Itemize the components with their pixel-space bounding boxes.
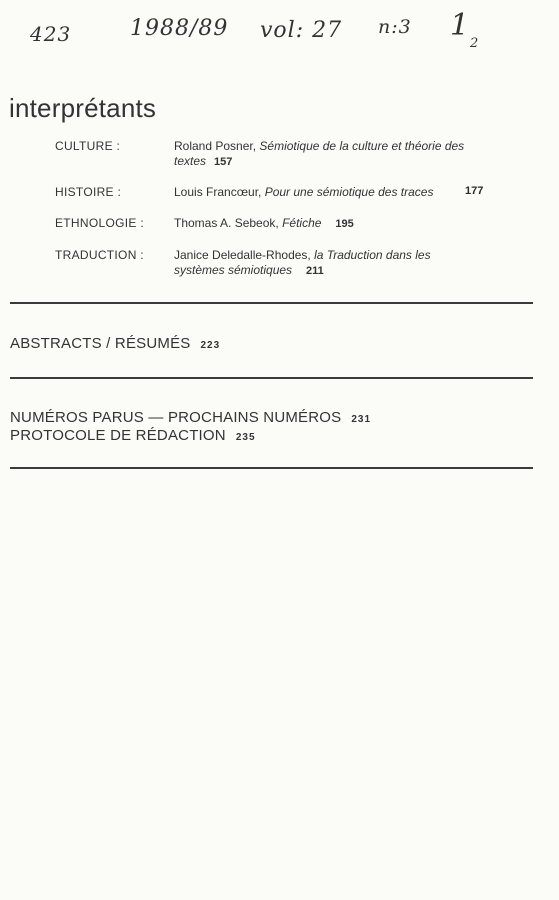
toc-protocole: [10, 427, 256, 444]
handwritten-note-year: 1988/89: [130, 16, 229, 41]
toc-label: ABSTRACTS / RÉSUMÉS: [10, 335, 191, 352]
toc-page: 235: [235, 432, 256, 443]
section-title: interprétants: [9, 93, 157, 123]
handwritten-note-number: 423: [30, 22, 72, 46]
toc-author: Roland Posner,: [174, 139, 260, 153]
toc-work: Pour une sémiotique des traces: [264, 185, 434, 199]
toc-page: 231: [351, 414, 372, 425]
handwritten-note-fraction-top: 1: [450, 8, 471, 43]
toc-author: Thomas A. Sebeok,: [174, 216, 283, 230]
toc-label: NUMÉROS PARUS — PROCHAINS NUMÉROS: [10, 409, 342, 426]
toc-work: Sémiotique de la culture et théorie des textes: [174, 139, 465, 168]
toc-numeros: [10, 409, 371, 426]
toc-page: 177: [465, 185, 484, 197]
toc-abstracts: [10, 335, 220, 352]
toc-page: 211: [306, 265, 324, 277]
toc-text: [174, 185, 494, 200]
toc-author: Janice Deledalle-Rhodes,: [174, 248, 315, 262]
toc-page: 195: [335, 218, 354, 230]
toc-author: Louis Francœur,: [174, 185, 265, 199]
toc-category: CULTURE :: [55, 139, 121, 153]
toc-label: PROTOCOLE DE RÉDACTION: [10, 427, 226, 444]
toc-category: TRADUCTION :: [55, 248, 144, 262]
toc-text: [174, 216, 494, 232]
handwritten-note-fraction-bottom: 2: [470, 36, 480, 51]
toc-text: [174, 139, 494, 170]
toc-work: Fétiche: [282, 216, 322, 230]
toc-category: ETHNOLOGIE :: [55, 216, 144, 230]
divider-rule: [10, 377, 533, 379]
toc-category: HISTOIRE :: [55, 185, 122, 199]
toc-page: 157: [214, 156, 233, 168]
handwritten-note-issue: n:3: [378, 16, 412, 38]
toc-work: la Traduction dans les systèmes sémiotiques: [174, 248, 431, 277]
divider-rule: [10, 467, 533, 469]
handwritten-note-volume: vol: 27: [260, 18, 343, 43]
toc-page: 223: [200, 340, 221, 351]
divider-rule: [10, 302, 533, 304]
toc-text: [174, 248, 459, 279]
